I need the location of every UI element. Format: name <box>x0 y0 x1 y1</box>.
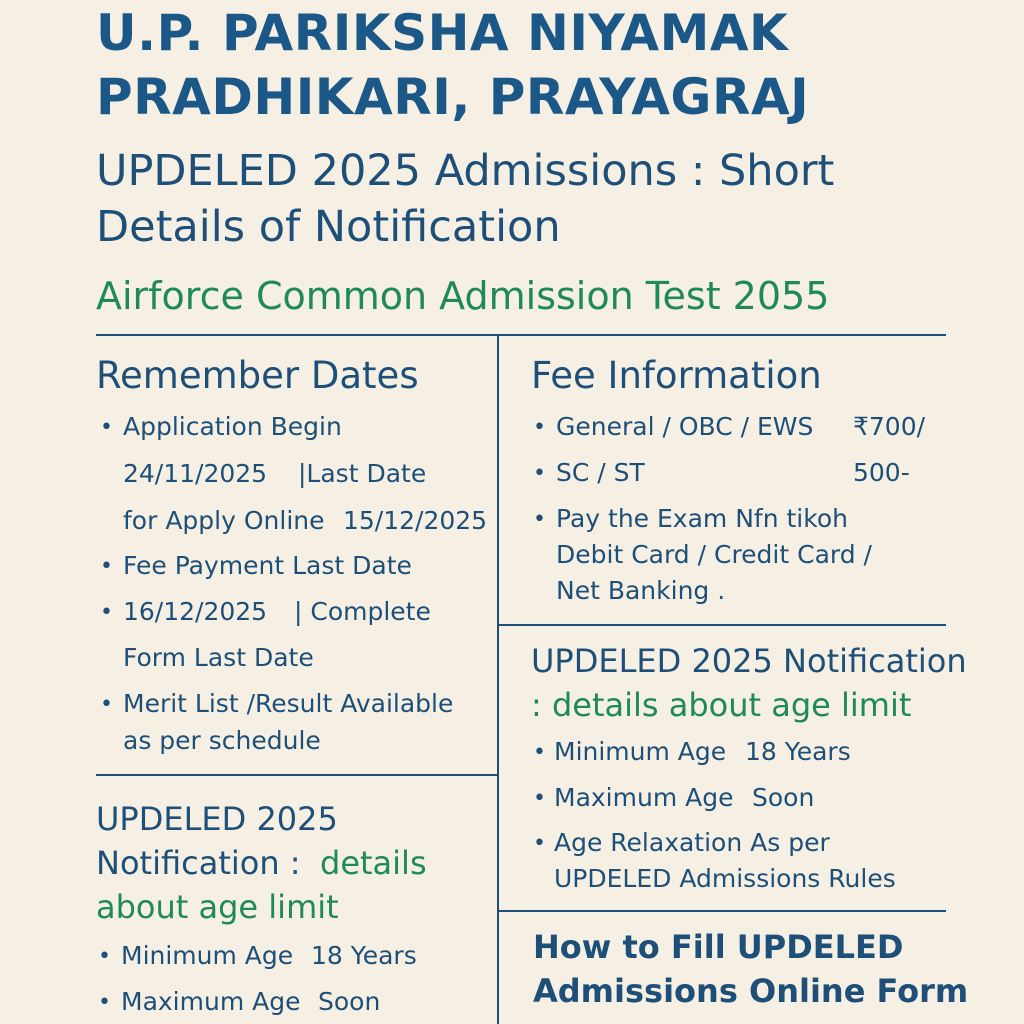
dates-line-7: Merit List /Result Available <box>123 689 454 718</box>
title-line-2: PRADHIKARI, PRAYAGRAJ <box>96 68 810 126</box>
dates-line-8: as per schedule <box>123 726 321 755</box>
fee-sc-label: SC / ST <box>556 458 645 487</box>
dates-title: Remember Dates <box>96 354 419 397</box>
age-right-title-2: : details about age limit <box>531 686 912 724</box>
bullet-icon: • <box>100 600 113 625</box>
age-left-min-label: Minimum Age <box>121 941 294 970</box>
dates-line-1: Application Begin <box>123 412 342 441</box>
age-right-relax-line-1: Age Relaxation As per <box>554 828 830 857</box>
age-right-max-value: Soon <box>752 783 815 812</box>
age-left-min-value: 18 Years <box>311 941 417 970</box>
fee-pay-line-2: Debit Card / Credit Card / <box>556 540 872 569</box>
bullet-icon: • <box>100 415 113 440</box>
age-right-min-value: 18 Years <box>745 737 851 766</box>
dates-line-4: Fee Payment Last Date <box>123 551 412 580</box>
age-right-min-label: Minimum Age <box>554 737 727 766</box>
bullet-icon: • <box>533 507 546 532</box>
fee-pay-line-3: Net Banking . <box>556 576 726 605</box>
dates-line-5a: 16/12/2025 <box>123 597 268 626</box>
dates-line-6: Form Last Date <box>123 643 314 672</box>
age-right-max-label: Maximum Age <box>554 783 734 812</box>
fee-general-value: ₹700/ <box>853 412 926 441</box>
subtitle-line-2: Details of Notification <box>96 202 561 252</box>
bullet-icon: • <box>533 831 546 856</box>
dates-line-2b: |Last Date <box>298 459 427 488</box>
fee-pay-line-1: Pay the Exam Nfn tikoh <box>556 504 848 533</box>
subtitle-line-1: UPDELED 2025 Admissions : Short <box>96 146 835 196</box>
right-section-divider-2 <box>498 910 946 912</box>
age-right-relax-line-2: UPDELED Admissions Rules <box>554 864 896 893</box>
age-left-title-2b: details <box>320 844 427 882</box>
dates-line-3a: for Apply Online <box>123 506 325 535</box>
fee-general-label: General / OBC / EWS <box>556 412 814 441</box>
header-divider <box>96 334 946 336</box>
bullet-icon: • <box>98 990 111 1015</box>
age-right-title-1: UPDELED 2025 Notification <box>531 642 967 680</box>
howto-title-2: Admissions Online Form <box>533 972 969 1010</box>
fee-sc-value: 500- <box>853 458 910 487</box>
bullet-icon: • <box>100 554 113 579</box>
dates-line-2a: 24/11/2025 <box>123 459 268 488</box>
age-left-title-1: UPDELED 2025 <box>96 800 338 838</box>
age-left-title-2a: Notification : <box>96 844 301 882</box>
age-left-max-label: Maximum Age <box>121 987 301 1016</box>
age-left-max-value: Soon <box>318 987 381 1016</box>
apply-online-date: 15/12/2025 <box>343 506 488 535</box>
tagline: Airforce Common Admission Test 2055 <box>96 274 830 318</box>
howto-title-1: How to Fill UPDELED <box>533 928 904 966</box>
bullet-icon: • <box>533 786 546 811</box>
bullet-icon: • <box>533 461 546 486</box>
title-line-1: U.P. PARIKSHA NIYAMAK <box>96 4 789 62</box>
bullet-icon: • <box>533 415 546 440</box>
bullet-icon: • <box>98 944 111 969</box>
bullet-icon: • <box>533 740 546 765</box>
bullet-icon: • <box>100 692 113 717</box>
age-left-title-3: about age limit <box>96 888 339 926</box>
left-section-divider <box>96 774 498 776</box>
fee-title: Fee Information <box>531 354 822 397</box>
right-section-divider-1 <box>498 624 946 626</box>
column-divider <box>497 336 499 1024</box>
dates-line-5b: | Complete <box>294 597 431 626</box>
